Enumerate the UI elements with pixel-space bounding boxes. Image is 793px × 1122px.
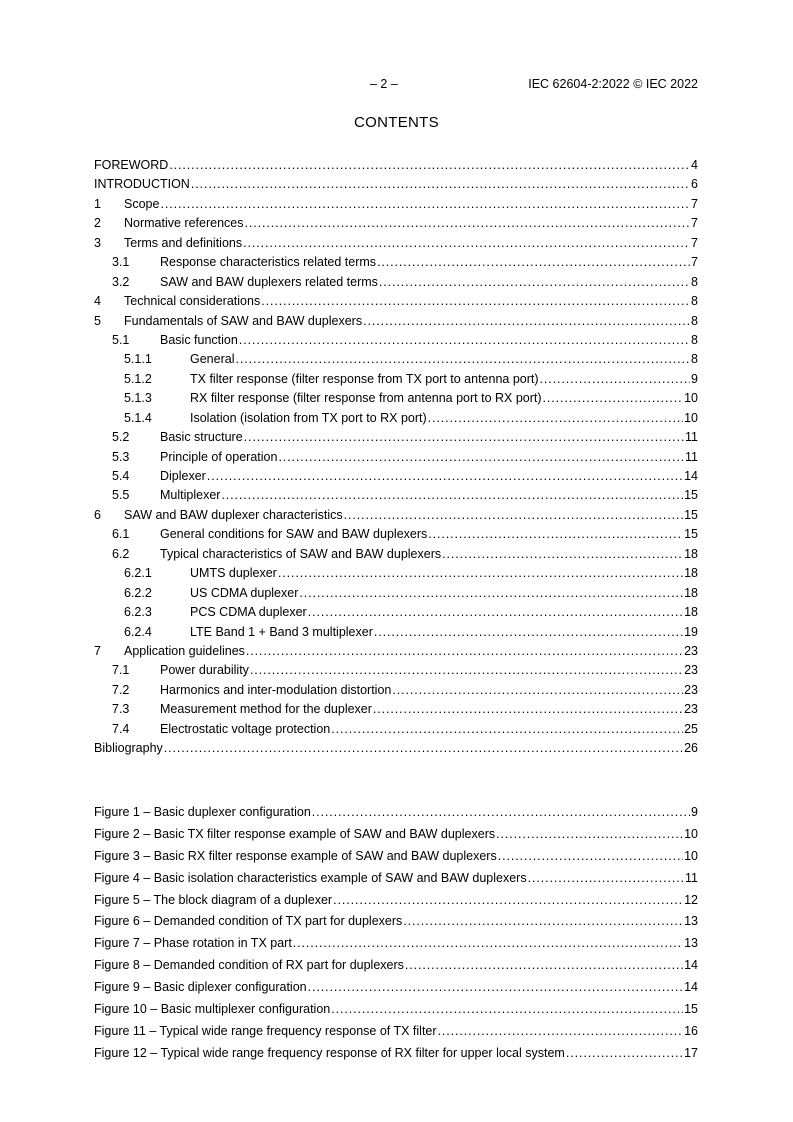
- toc-entry-leader: [190, 564, 698, 583]
- toc-entry-leader: [124, 214, 698, 233]
- toc-entry-title: Scope: [124, 196, 160, 211]
- figure-entry[interactable]: [94, 977, 698, 999]
- toc-entry-leader: [160, 661, 698, 680]
- toc-entry-leader: [160, 273, 698, 292]
- toc-entry-title: General conditions for SAW and BAW duplexers: [160, 527, 428, 542]
- dot-leader: [496, 824, 683, 846]
- toc-entry-page: 14: [684, 469, 698, 483]
- toc-entry-leader: [190, 584, 698, 603]
- figure-entry-title: Figure 1 – Basic duplexer configuration: [94, 805, 311, 819]
- toc-entry-leader: [94, 1021, 698, 1043]
- dot-leader: [566, 1043, 683, 1065]
- figure-entry-title: Figure 9 – Basic diplexer configuration: [94, 980, 307, 995]
- toc-entry-leader: [94, 739, 698, 758]
- dot-leader: [250, 661, 683, 680]
- toc-entry[interactable]: [94, 331, 698, 350]
- toc-entry[interactable]: [94, 545, 698, 564]
- toc-entry-title: Principle of operation: [160, 449, 278, 464]
- toc-entry-leader: [160, 525, 698, 544]
- dot-leader: [246, 642, 683, 661]
- toc-entry-title: TX filter response (filter response from TX port to antenna port): [190, 371, 539, 386]
- toc-entry-page: 15: [684, 507, 698, 522]
- figure-entry[interactable]: [94, 933, 698, 955]
- toc-entry-number: 6.2.2: [124, 585, 152, 600]
- toc-entry-page: 18: [684, 585, 698, 600]
- toc-entry-page: 11: [685, 449, 698, 464]
- dot-leader: [244, 428, 684, 447]
- toc-entry-page: 11: [685, 430, 698, 445]
- toc-entry-page: 18: [684, 566, 698, 581]
- toc-entry-title: Measurement method for the duplexer: [160, 702, 372, 717]
- toc-entry-leader: [160, 467, 698, 486]
- toc-entry-page: 23: [684, 702, 698, 717]
- toc-entry-leader: [94, 999, 698, 1021]
- dot-leader: [299, 584, 683, 603]
- toc-entry-number: 7.1: [112, 663, 130, 678]
- dot-leader: [221, 486, 683, 505]
- toc-entry-number: 6.2.4: [124, 624, 152, 639]
- toc-entry-title: Response characteristics related terms: [160, 255, 377, 270]
- table-of-contents: [94, 156, 698, 759]
- toc-entry-page: 17: [684, 1045, 698, 1060]
- toc-entry-number: 6.2.3: [124, 605, 152, 620]
- toc-entry[interactable]: [94, 273, 698, 292]
- toc-entry-number: 5.4: [112, 469, 130, 483]
- figure-entry-title: Figure 11 – Typical wide range frequency response of TX filter: [94, 1023, 437, 1038]
- toc-entry[interactable]: [94, 525, 698, 544]
- toc-entry-number: 5.2: [112, 430, 130, 445]
- toc-entry-page: 9: [691, 805, 698, 819]
- toc-entry-page: 25: [684, 721, 698, 736]
- dot-leader: [235, 350, 690, 369]
- dot-leader: [374, 623, 683, 642]
- toc-entry-leader: [160, 253, 698, 272]
- toc-entry-page: 10: [684, 391, 698, 406]
- toc-entry-title: US CDMA duplexer: [190, 585, 299, 600]
- toc-entry-leader: [160, 681, 698, 700]
- toc-entry-page: 13: [684, 936, 698, 951]
- toc-entry[interactable]: [94, 195, 698, 214]
- toc-entry-leader: [190, 389, 698, 408]
- toc-entry-page: 15: [684, 1002, 698, 1017]
- dot-leader: [308, 603, 683, 622]
- toc-entry-title: UMTS duplexer: [190, 566, 277, 581]
- toc-entry-number: 5: [94, 313, 101, 328]
- toc-entry[interactable]: [94, 486, 698, 505]
- toc-entry-leader: [94, 846, 698, 868]
- toc-entry-leader: [94, 868, 698, 890]
- toc-entry-leader: [160, 700, 698, 719]
- toc-entry-title: Basic structure: [160, 430, 243, 445]
- toc-entry-leader: [124, 195, 698, 214]
- dot-leader: [405, 955, 683, 977]
- toc-entry-page: 23: [684, 663, 698, 678]
- dot-leader: [331, 720, 683, 739]
- toc-entry-page: 7: [691, 216, 698, 231]
- toc-entry-page: 13: [684, 914, 698, 929]
- toc-entry[interactable]: [94, 428, 698, 447]
- toc-entry[interactable]: [94, 681, 698, 700]
- toc-entry-page: 10: [684, 410, 698, 425]
- toc-entry-title: Electrostatic voltage protection: [160, 721, 331, 736]
- toc-entry-page: 7: [691, 196, 698, 211]
- toc-entry[interactable]: [94, 700, 698, 719]
- dot-leader: [498, 846, 683, 868]
- figure-entry[interactable]: [94, 1021, 698, 1043]
- toc-entry-title: Bibliography: [94, 741, 163, 756]
- toc-entry-leader: [190, 623, 698, 642]
- dot-leader: [540, 370, 691, 389]
- toc-entry-page: 15: [684, 527, 698, 542]
- dot-leader: [528, 868, 684, 890]
- dot-leader: [379, 273, 690, 292]
- figure-entry-title: Figure 4 – Basic isolation characteristics example of SAW and BAW duplexers: [94, 870, 527, 885]
- toc-entry-leader: [124, 312, 698, 331]
- toc-entry-page: 8: [691, 313, 698, 328]
- toc-entry-number: 5.1.2: [124, 371, 152, 386]
- toc-entry-title: Harmonics and inter-modulation distortion: [160, 682, 392, 697]
- toc-entry-page: 8: [691, 352, 698, 367]
- dot-leader: [239, 331, 690, 350]
- toc-entry-title: General: [190, 352, 235, 367]
- toc-entry-leader: [160, 486, 698, 505]
- dot-leader: [428, 409, 683, 428]
- toc-entry-title: Technical considerations: [124, 294, 261, 309]
- toc-entry-page: 9: [691, 371, 698, 386]
- toc-entry-page: 10: [684, 826, 698, 841]
- dot-leader: [169, 156, 690, 175]
- toc-entry-page: 18: [684, 546, 698, 561]
- toc-entry[interactable]: [94, 214, 698, 233]
- toc-entry[interactable]: [94, 350, 698, 369]
- toc-entry-title: Terms and definitions: [124, 235, 243, 250]
- toc-entry-number: 5.1: [112, 332, 130, 347]
- toc-entry[interactable]: [94, 661, 698, 680]
- toc-entry-leader: [124, 642, 698, 661]
- toc-entry-number: 7.3: [112, 702, 130, 717]
- toc-entry-number: 6: [94, 507, 101, 522]
- toc-entry-number: 2: [94, 216, 101, 231]
- toc-entry[interactable]: [94, 448, 698, 467]
- figure-entry-title: Figure 7 – Phase rotation in TX part: [94, 936, 292, 951]
- toc-entry[interactable]: [94, 312, 698, 331]
- toc-entry-page: 14: [684, 980, 698, 995]
- toc-entry[interactable]: [94, 292, 698, 311]
- dot-leader: [164, 739, 683, 758]
- toc-entry-title: SAW and BAW duplexer characteristics: [124, 507, 343, 522]
- toc-entry[interactable]: [94, 623, 698, 642]
- dot-leader: [344, 506, 683, 525]
- toc-entry-title: INTRODUCTION: [94, 177, 190, 192]
- toc-entry-number: 3: [94, 235, 101, 250]
- toc-entry[interactable]: [94, 409, 698, 428]
- figure-entry-title: Figure 3 – Basic RX filter response example of SAW and BAW duplexers: [94, 848, 497, 863]
- dot-leader: [312, 802, 690, 824]
- page-number: – 2 –: [370, 77, 398, 91]
- toc-entry-page: 8: [691, 294, 698, 309]
- toc-entry-leader: [160, 331, 698, 350]
- dot-leader: [245, 214, 691, 233]
- toc-entry-page: 4: [691, 158, 698, 172]
- toc-entry-page: 18: [684, 605, 698, 620]
- toc-entry-number: 3.2: [112, 274, 130, 289]
- toc-entry-title: Isolation (isolation from TX port to RX port): [190, 410, 427, 425]
- toc-entry-page: 12: [684, 892, 698, 907]
- toc-entry[interactable]: [94, 584, 698, 603]
- toc-entry-number: 5.1.1: [124, 352, 152, 367]
- toc-entry-leader: [94, 955, 698, 977]
- page-header: [94, 76, 698, 92]
- toc-entry-title: Multiplexer: [160, 488, 221, 503]
- dot-leader: [278, 448, 684, 467]
- toc-entry-title: Basic function: [160, 332, 238, 347]
- toc-entry-number: 5.3: [112, 449, 130, 464]
- toc-entry-page: 7: [691, 235, 698, 250]
- toc-entry-leader: [94, 977, 698, 999]
- figure-entry-title: Figure 12 – Typical wide range frequency response of RX filter for upper local system: [94, 1045, 565, 1060]
- toc-entry-leader: [94, 1043, 698, 1065]
- toc-entry-leader: [160, 545, 698, 564]
- toc-entry-leader: [160, 448, 698, 467]
- toc-entry-number: 4: [94, 294, 101, 309]
- figure-entry[interactable]: [94, 824, 698, 846]
- dot-leader: [392, 681, 683, 700]
- toc-entry-page: 19: [684, 624, 698, 639]
- toc-entry-leader: [190, 603, 698, 622]
- toc-entry-leader: [190, 370, 698, 389]
- dot-leader: [377, 253, 690, 272]
- toc-entry-page: 15: [684, 488, 698, 503]
- toc-entry-number: 5.1.4: [124, 410, 152, 425]
- figure-entry[interactable]: [94, 802, 698, 824]
- dot-leader: [428, 525, 683, 544]
- figure-entry[interactable]: [94, 911, 698, 933]
- dot-leader: [403, 911, 683, 933]
- toc-entry-leader: [94, 890, 698, 912]
- toc-entry[interactable]: [94, 603, 698, 622]
- toc-entry-number: 5.1.3: [124, 391, 152, 406]
- toc-entry-page: 14: [684, 958, 698, 973]
- toc-entry-leader: [94, 156, 698, 175]
- dot-leader: [373, 700, 683, 719]
- toc-entry-number: 6.2.1: [124, 566, 152, 581]
- toc-entry[interactable]: [94, 370, 698, 389]
- toc-entry-title: Normative references: [124, 216, 244, 231]
- toc-entry[interactable]: [94, 642, 698, 661]
- toc-entry-leader: [160, 720, 698, 739]
- toc-entry[interactable]: [94, 720, 698, 739]
- toc-entry-leader: [160, 428, 698, 447]
- page-title: CONTENTS: [354, 114, 439, 131]
- figure-entry-title: Figure 6 – Demanded condition of TX part for duplexers: [94, 914, 403, 929]
- figure-entry[interactable]: [94, 1043, 698, 1065]
- toc-entry[interactable]: [94, 156, 698, 175]
- figure-entry[interactable]: [94, 999, 698, 1021]
- figure-entry-title: Figure 10 – Basic multiplexer configuration: [94, 1002, 331, 1017]
- toc-entry-title: Diplexer: [160, 469, 206, 483]
- figure-entry-title: Figure 2 – Basic TX filter response example of SAW and BAW duplexers: [94, 826, 496, 841]
- toc-entry-leader: [124, 234, 698, 253]
- toc-entry[interactable]: [94, 175, 698, 194]
- toc-entry-page: 11: [685, 870, 698, 885]
- toc-entry-page: 8: [691, 274, 698, 289]
- toc-entry-number: 1: [94, 196, 101, 211]
- figure-entry-title: Figure 5 – The block diagram of a duplexer: [94, 892, 333, 907]
- dot-leader: [438, 1021, 684, 1043]
- toc-entry-page: 10: [684, 848, 698, 863]
- figure-entry[interactable]: [94, 868, 698, 890]
- dot-leader: [333, 890, 683, 912]
- toc-entry-page: 6: [691, 177, 698, 192]
- toc-entry-title: PCS CDMA duplexer: [190, 605, 307, 620]
- toc-entry-title: Fundamentals of SAW and BAW duplexers: [124, 313, 363, 328]
- toc-entry[interactable]: [94, 564, 698, 583]
- figure-entry[interactable]: [94, 890, 698, 912]
- toc-entry-leader: [94, 933, 698, 955]
- dot-leader: [278, 564, 683, 583]
- toc-entry-number: 7.2: [112, 682, 130, 697]
- toc-entry-leader: [124, 292, 698, 311]
- dot-leader: [363, 312, 690, 331]
- toc-entry-page: 23: [684, 643, 698, 658]
- dot-leader: [160, 195, 690, 214]
- toc-entry-title: RX filter response (filter response from antenna port to RX port): [190, 391, 542, 406]
- toc-entry-number: 7: [94, 643, 101, 658]
- dot-leader: [207, 467, 683, 486]
- toc-entry[interactable]: [94, 234, 698, 253]
- toc-entry-page: 23: [684, 682, 698, 697]
- toc-entry-number: 7.4: [112, 721, 130, 736]
- document-id: IEC 62604-2:2022 © IEC 2022: [528, 77, 698, 91]
- toc-entry-number: 6.2: [112, 546, 130, 561]
- toc-entry-title: Typical characteristics of SAW and BAW duplexers: [160, 546, 442, 561]
- figure-entry-title: Figure 8 – Demanded condition of RX part for duplexers: [94, 958, 404, 973]
- toc-entry-leader: [94, 802, 698, 824]
- dot-leader: [191, 175, 690, 194]
- toc-entry-leader: [190, 350, 698, 369]
- toc-entry-number: 3.1: [112, 255, 130, 270]
- toc-entry-title: Application guidelines: [124, 643, 245, 658]
- toc-entry[interactable]: [94, 506, 698, 525]
- toc-entry-number: 6.1: [112, 527, 130, 542]
- toc-entry-title: Power durability: [160, 663, 249, 678]
- dot-leader: [293, 933, 683, 955]
- dot-leader: [261, 292, 690, 311]
- toc-entry-page: 16: [684, 1023, 698, 1038]
- dot-leader: [331, 999, 683, 1021]
- toc-entry-leader: [124, 506, 698, 525]
- toc-entry[interactable]: [94, 253, 698, 272]
- toc-entry-leader: [190, 409, 698, 428]
- toc-entry-page: 26: [684, 741, 698, 756]
- toc-entry-leader: [94, 911, 698, 933]
- toc-entry-leader: [94, 824, 698, 846]
- toc-entry[interactable]: [94, 739, 698, 758]
- dot-leader: [543, 389, 684, 408]
- toc-entry-leader: [94, 175, 698, 194]
- toc-entry-page: 7: [691, 255, 698, 270]
- toc-entry-title: SAW and BAW duplexers related terms: [160, 274, 378, 289]
- dot-leader: [442, 545, 683, 564]
- figure-entry[interactable]: [94, 846, 698, 868]
- toc-entry-number: 5.5: [112, 488, 130, 503]
- toc-entry-page: 8: [691, 332, 698, 347]
- toc-entry[interactable]: [94, 467, 698, 486]
- dot-leader: [243, 234, 690, 253]
- toc-entry-title: LTE Band 1 + Band 3 multiplexer: [190, 624, 373, 639]
- figure-entry[interactable]: [94, 955, 698, 977]
- list-of-figures: [94, 802, 698, 1065]
- toc-entry-title: FOREWORD: [94, 158, 169, 172]
- dot-leader: [308, 977, 683, 999]
- toc-entry[interactable]: [94, 389, 698, 408]
